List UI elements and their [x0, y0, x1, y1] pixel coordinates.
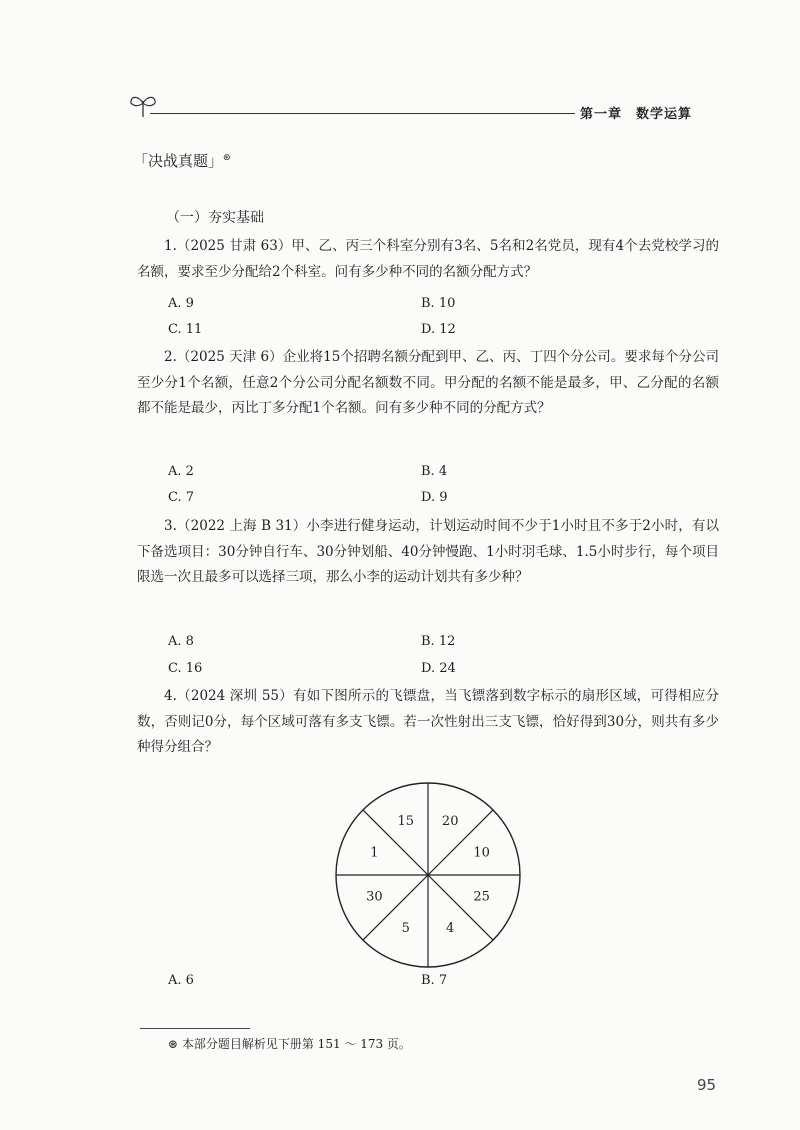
chapter-label: 第一章: [580, 107, 623, 122]
dartboard-sector-label: 10: [473, 845, 490, 861]
q1-option-b: B. 10: [421, 296, 456, 311]
q1-option-c: C. 11: [168, 322, 203, 337]
section-title: [133, 150, 231, 171]
page-number: 95: [697, 1076, 717, 1094]
dartboard-sector-label: 1: [370, 845, 379, 861]
dartboard-divider: [428, 810, 493, 875]
q1-option-a: A. 9: [168, 296, 194, 311]
question-2-text: 2.（2025 天津 6）企业将15个招聘名额分配到甲、乙、丙、丁四个分公司。要求每个分公司至少分1个名额，任意2个分公司分配名额数不同。甲分配的名额不能是最多，甲、乙分配的名额都不能是最少，丙比丁多分配1个名额。问有多少种不同的分配方式？: [137, 349, 719, 416]
footnote-rule: [140, 1028, 250, 1029]
q4-option-b: B. 7: [421, 973, 448, 988]
q2-option-a: A. 2: [168, 464, 194, 479]
sprout-icon: [128, 93, 158, 119]
footnote: ⊛ 本部分题目解析见下册第 151 ～ 173 页。: [168, 1037, 411, 1051]
dartboard-sector-label: 30: [366, 889, 383, 905]
q3-option-d: D. 24: [421, 661, 456, 676]
running-header: [580, 103, 692, 122]
question-3-text: 3.（2022 上海 B 31）小李进行健身运动，计划运动时间不少于1小时且不多于2小时，有以下备选项目：30分钟自行车、30分钟划船、40分钟慢跑、1小时羽毛球、1.5小时步行，每个项目限选一次且最多可以选择三项，那么小李的运动计划共有多少种？: [137, 518, 719, 585]
dartboard-sector-label: 15: [397, 813, 415, 829]
q2-option-d: D. 9: [421, 490, 448, 505]
q3-option-b: B. 12: [421, 634, 456, 649]
chapter-title: 数学运算: [636, 107, 693, 122]
dartboard-divider: [428, 875, 493, 940]
section-title-text: 「决战真题」: [133, 152, 224, 170]
dartboard-sector-label: 4: [446, 921, 455, 937]
q3-option-a: A. 8: [168, 634, 194, 649]
dartboard-sector-label: 20: [441, 813, 459, 829]
dartboard-divider: [363, 810, 428, 875]
header-rule: [150, 113, 575, 114]
question-4-text: 4.（2024 深圳 55）有如下图所示的飞镖盘，当飞镖落到数字标示的扇形区域，可得相应分数，否则记0分，每个区域可落有多支飞镖。若一次性射出三支飞镖，恰好得到30分，则共有多少种得分组合？: [137, 688, 719, 755]
dartboard-sector-label: 5: [401, 921, 410, 937]
dartboard-figure: [333, 780, 523, 970]
footnote-mark: ⊛: [223, 153, 231, 163]
q3-option-c: C. 16: [168, 661, 203, 676]
dartboard-sector-label: 25: [473, 889, 490, 905]
subsection-title: （一）夯实基础: [166, 210, 264, 226]
q1-option-d: D. 12: [421, 322, 456, 337]
question-1-text: 1.（2025 甘肃 63）甲、乙、丙三个科室分别有3名、5名和2名党员，现有4个去党校学习的名额，要求至少分配给2个科室。问有多少种不同的名额分配方式？: [137, 238, 719, 280]
q2-option-c: C. 7: [168, 490, 195, 505]
dartboard-divider: [363, 875, 428, 940]
q2-option-b: B. 4: [421, 464, 448, 479]
q4-option-a: A. 6: [168, 973, 194, 988]
